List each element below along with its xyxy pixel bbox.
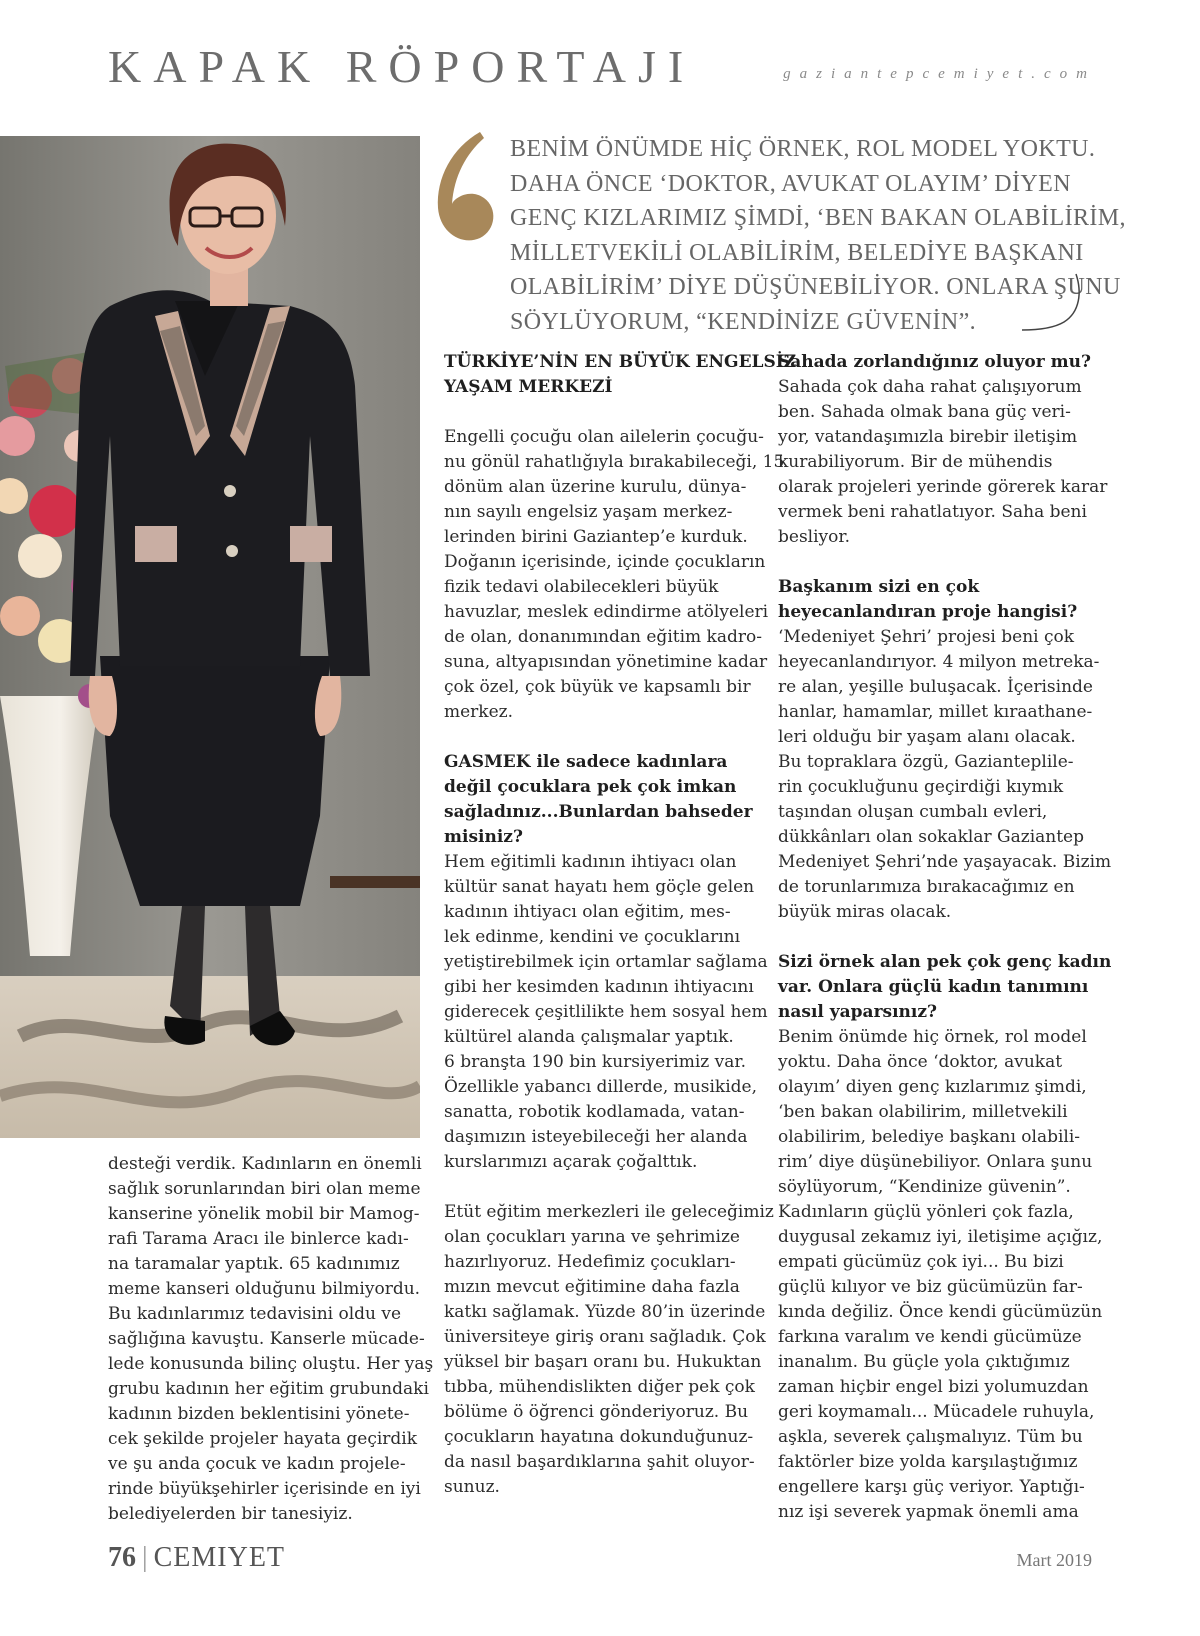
article-paragraph	[778, 625, 1112, 925]
text-line: yetiştirebilmek için ortamlar sağlama	[444, 952, 768, 972]
text-line: inanalım. Bu güçle yola çıktığımız	[778, 1352, 1070, 1372]
article-paragraph	[444, 1200, 774, 1500]
heading-line: var. Onlara güçlü kadın tanımını	[778, 977, 1089, 997]
text-line: olayım’ diyen genç kızlarımız şimdi,	[778, 1077, 1087, 1097]
article-paragraph	[444, 850, 768, 1175]
text-line: zaman hiçbir engel bizi yolumuzdan	[778, 1377, 1089, 1397]
article-paragraph	[108, 1152, 434, 1527]
site-url: gaziantepcemiyet.com	[783, 66, 1096, 82]
text-line: Bu kadınlarımız tedavisini oldu ve	[108, 1304, 402, 1324]
section-heading	[444, 350, 797, 400]
text-line: tıbba, mühendislikten diğer pek çok	[444, 1377, 755, 1397]
magazine-name: CEMIYET	[153, 1542, 286, 1573]
text-line: kurslarımızı açarak çoğalttık.	[444, 1152, 698, 1172]
text-line: lede konusunda bilinç oluştu. Her yaş	[108, 1354, 434, 1374]
text-line: de torunlarımıza bırakacağımız en	[778, 877, 1075, 897]
text-line: kurabiliyorum. Bir de mühendis	[778, 452, 1053, 472]
cover-photo	[0, 136, 420, 1138]
text-line: suna, altyapısından yönetimine kadar	[444, 652, 768, 672]
text-line: cek şekilde projeler hayata geçirdik	[108, 1429, 418, 1449]
text-line: rafi Tarama Aracı ile binlerce kadı-	[108, 1229, 409, 1249]
pull-quote-line: OLABİLİRİM’ DİYE DÜŞÜNEBİLİYOR. ONLARA ŞUNU	[510, 274, 1121, 300]
question-heading	[778, 575, 1094, 625]
text-line: Etüt eğitim merkezleri ile geleceğimiz	[444, 1202, 774, 1222]
middle-column	[444, 350, 797, 1500]
text-line: Benim önümde hiç örnek, rol model	[778, 1027, 1087, 1047]
text-line: Kadınların güçlü yönleri çok fazla,	[778, 1202, 1074, 1222]
quote-end-curve-icon	[1020, 272, 1090, 332]
text-line: na taramalar yaptık. 65 kadınımız	[108, 1254, 400, 1274]
heading-line: GASMEK ile sadece kadınlara	[444, 752, 728, 772]
text-line: 6 branşta 190 bin kursiyerimiz var.	[444, 1052, 747, 1072]
text-line: heyecanlandırıyor. 4 milyon metreka-	[778, 652, 1100, 672]
text-line: giderecek çeşitlilikte hem sosyal hem	[444, 1002, 768, 1022]
pull-quote-line: DAHA ÖNCE ‘DOKTOR, AVUKAT OLAYIM’ DİYEN	[510, 170, 1071, 197]
text-line: sanatta, robotik kodlamada, vatan-	[444, 1102, 745, 1122]
text-line: kanserine yönelik mobil bir Mamog-	[108, 1204, 420, 1224]
text-line: çocukların hayatına dokunduğunuz-	[444, 1427, 754, 1447]
text-line: lerinden birini Gaziantep’e kurduk.	[444, 527, 748, 547]
text-line: yor, vatandaşımızla birebir iletişim	[778, 427, 1078, 447]
text-line: Özellikle yabancı dillerde, musikide,	[444, 1077, 757, 1097]
text-line: merkez.	[444, 702, 514, 722]
left-column	[108, 1152, 434, 1527]
text-line: ‘Medeniyet Şehri’ projesi beni çok	[778, 627, 1075, 647]
text-line: rim’ diye düşünebiliyor. Onlara şunu	[778, 1152, 1093, 1172]
text-line: çok özel, çok büyük ve kapsamlı bir	[444, 677, 751, 697]
quote-mark-icon	[432, 128, 502, 248]
text-line: güçlü kılıyor ve biz gücümüzün far-	[778, 1277, 1083, 1297]
article-paragraph	[444, 425, 785, 725]
text-line: Bu topraklara özgü, Gazianteplile-	[778, 752, 1074, 772]
text-line: grubu kadının her eğitim grubundaki	[108, 1379, 429, 1399]
text-line: meme kanseri olduğunu bilmiyordu.	[108, 1279, 421, 1299]
heading-line: değil çocuklara pek çok imkan	[444, 777, 737, 797]
text-line: de olan, donanımından eğitim kadro-	[444, 627, 762, 647]
pull-quote-line: BENİM ÖNÜMDE HİÇ ÖRNEK, ROL MODEL YOKTU.	[510, 136, 1096, 162]
text-line: geri koymamalı... Mücadele ruhuyla,	[778, 1402, 1095, 1422]
text-line: empati gücümüz çok iyi... Bu bizi	[778, 1252, 1064, 1272]
text-line: olan çocukları yarına ve şehrimize	[444, 1227, 740, 1247]
text-line: farkına varalım ve kendi gücümüze	[778, 1327, 1082, 1347]
pull-quote-line: GENÇ KIZLARIMIZ ŞİMDİ, ‘BEN BAKAN OLABİLİRİM,	[510, 205, 1126, 231]
text-line: rinde büyükşehirler içerisinde en iyi	[108, 1479, 421, 1499]
text-line: kültür sanat hayatı hem göçle gelen	[444, 877, 755, 897]
text-line: sunuz.	[444, 1477, 500, 1497]
question-heading	[778, 950, 1112, 1025]
text-line: daşımızın isteyebileceği her alanda	[444, 1127, 748, 1147]
text-line: besliyor.	[778, 527, 851, 547]
text-line: mızın mevcut eğitimine daha fazla	[444, 1277, 740, 1297]
text-line: kında değiliz. Önce kendi gücümüzün	[778, 1302, 1103, 1322]
text-line: yoktu. Daha önce ‘doktor, avukat	[778, 1052, 1063, 1072]
heading-line: YAŞAM MERKEZİ	[444, 377, 613, 397]
text-line: gibi her kesimden kadının ihtiyacını	[444, 977, 754, 997]
text-line: Doğanın içerisinde, içinde çocukların	[444, 552, 766, 572]
text-line: faktörler bize yolda karşılaştığımız	[778, 1452, 1078, 1472]
text-line: desteği verdik. Kadınların en önemli	[108, 1154, 422, 1174]
text-line: olabilirim, belediye başkanı olabili-	[778, 1127, 1081, 1147]
text-line: yüksel bir başarı oranı bu. Hukuktan	[444, 1352, 762, 1372]
issue-date: Mart 2019	[1016, 1550, 1092, 1570]
text-line: engellere karşı güç veriyor. Yaptığı-	[778, 1477, 1085, 1497]
text-line: taşından oluşan cumbalı evleri,	[778, 802, 1048, 822]
footer-separator: |	[142, 1542, 148, 1573]
text-line: nız işi severek yapmak önemli ama	[778, 1502, 1079, 1522]
text-line: hazırlıyoruz. Hedefimiz çocukları-	[444, 1252, 736, 1272]
text-line: ve şu anda çocuk ve kadın projele-	[108, 1454, 406, 1474]
heading-line: Sahada zorlandığınız oluyor mu?	[778, 352, 1091, 372]
text-line: hanlar, hamamlar, millet kıraathane-	[778, 702, 1093, 722]
text-line: katkı sağlamak. Yüzde 80’in üzerinde	[444, 1302, 766, 1322]
heading-line: nasıl yaparsınız?	[778, 1002, 937, 1022]
page-number: 76	[108, 1542, 136, 1573]
text-line: kadının ihtiyacı olan eğitim, mes-	[444, 902, 731, 922]
text-line: büyük miras olacak.	[778, 902, 952, 922]
question-heading	[444, 750, 760, 850]
article-paragraph	[778, 375, 1108, 550]
text-line: Sahada çok daha rahat çalışıyorum	[778, 377, 1082, 397]
pull-quote	[510, 132, 1126, 339]
heading-line: Başkanım sizi en çok	[778, 577, 980, 597]
text-line: re alan, yeşille buluşacak. İçerisinde	[778, 677, 1093, 697]
text-line: lek edinme, kendini ve çocuklarını	[444, 927, 741, 947]
text-line: sağlığına kavuştu. Kanserle mücade-	[108, 1329, 425, 1349]
right-column	[778, 350, 1112, 1525]
heading-line: misiniz?	[444, 827, 523, 847]
heading-line: heyecanlandıran proje hangisi?	[778, 602, 1078, 622]
text-line: üniversiteye giriş oranı sağladık. Çok	[444, 1327, 766, 1347]
text-line: olarak projeleri yerinde görerek karar	[778, 477, 1108, 497]
heading-line: Sizi örnek alan pek çok genç kadın	[778, 952, 1112, 972]
text-line: leri olduğu bir yaşam alanı olacak.	[778, 727, 1076, 747]
pull-quote-line: SÖYLÜYORUM, “KENDİNİZE GÜVENİN”.	[510, 308, 977, 335]
text-line: duygusal zekamız iyi, iletişime açığız,	[778, 1227, 1103, 1247]
text-line: kültürel alanda çalışmalar yaptık.	[444, 1027, 734, 1047]
article-paragraph	[778, 1025, 1103, 1525]
text-line: Engelli çocuğu olan ailelerin çocuğu-	[444, 427, 764, 447]
text-line: da nasıl başardıklarına şahit oluyor-	[444, 1452, 755, 1472]
heading-line: TÜRKİYE’NİN EN BÜYÜK ENGELSİZ	[444, 352, 797, 372]
text-line: sağlık sorunlarından biri olan meme	[108, 1179, 421, 1199]
text-line: dönüm alan üzerine kurulu, dünya-	[444, 477, 747, 497]
pull-quote-line: MİLLETVEKİLİ OLABİLİRİM, BELEDİYE BAŞKANI	[510, 239, 1084, 266]
text-line: söylüyorum, “Kendinize güvenin”.	[778, 1177, 1071, 1197]
section-title: KAPAK RÖPORTAJI	[108, 41, 696, 92]
page-footer	[108, 1542, 285, 1574]
text-line: Hem eğitimli kadının ihtiyacı olan	[444, 852, 737, 872]
text-line: nu gönül rahatlığıyla bırakabileceği, 15	[444, 452, 785, 472]
text-line: havuzlar, meslek edindirme atölyeleri	[444, 602, 769, 622]
text-line: aşkla, severek çalışmalıyız. Tüm bu	[778, 1427, 1083, 1447]
text-line: Medeniyet Şehri’nde yaşayacak. Bizim	[778, 852, 1112, 872]
text-line: kadının bizden beklentisini yönete-	[108, 1404, 410, 1424]
text-line: nın sayılı engelsiz yaşam merkez-	[444, 502, 733, 522]
heading-line: sağladınız...Bunlardan bahseder	[444, 802, 753, 822]
text-line: vermek beni rahatlatıyor. Saha beni	[778, 502, 1087, 522]
text-line: dükkânları olan sokaklar Gaziantep	[778, 827, 1084, 847]
text-line: ben. Sahada olmak bana güç veri-	[778, 402, 1071, 422]
question-heading	[778, 350, 1094, 375]
text-line: fizik tedavi olabilecekleri büyük	[444, 577, 719, 597]
text-line: belediyelerden bir tanesiyiz.	[108, 1504, 353, 1524]
text-line: rin çocukluğunu geçirdiği kıymık	[778, 777, 1064, 797]
text-line: ‘ben bakan olabilirim, milletvekili	[778, 1102, 1068, 1122]
text-line: bölüme ö öğrenci gönderiyoruz. Bu	[444, 1402, 749, 1422]
